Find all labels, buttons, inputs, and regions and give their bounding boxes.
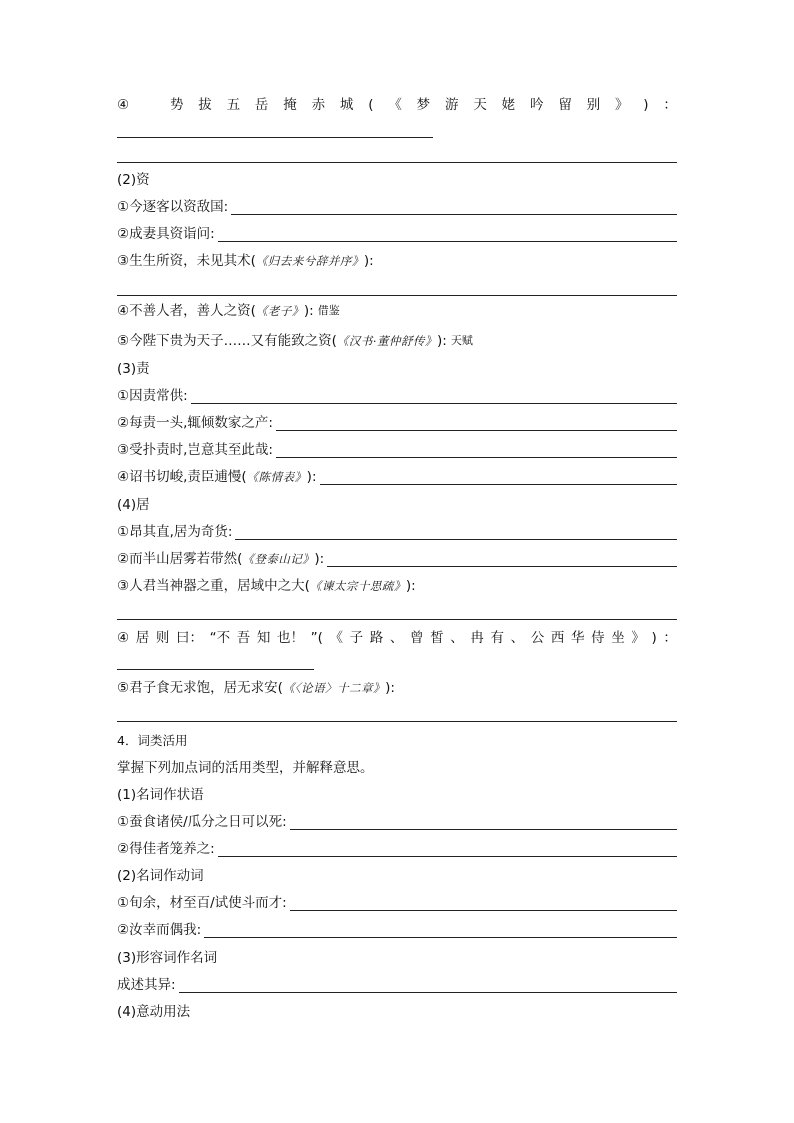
section-title-text: 4．词类活用 <box>117 733 188 748</box>
spread-char: 则 <box>155 630 170 646</box>
spread-char: “不 <box>209 630 231 646</box>
heading-text: (4)意动用法 <box>117 1004 191 1020</box>
question-ju-3 <box>117 578 677 594</box>
question-ze-1 <box>117 388 677 404</box>
spread-char: 子 <box>349 630 364 646</box>
heading-text: (3)责 <box>117 361 150 377</box>
question-text: ①蚕食诸侯/瓜分之日可以死: <box>117 814 287 830</box>
answer-text: 借鉴 <box>317 304 340 317</box>
spread-char: 天 <box>473 97 487 113</box>
spread-char: 《 <box>329 630 343 646</box>
heading-text: (4)居 <box>117 497 150 513</box>
spread-char: 吟 <box>529 97 544 113</box>
question-number: ④ <box>117 97 130 113</box>
heading-text: (3)形容词作名词 <box>117 950 218 966</box>
question-h2-2 <box>117 922 677 938</box>
question-end: ): <box>363 253 374 269</box>
answer-line[interactable] <box>191 391 677 404</box>
answer-line[interactable] <box>117 295 677 296</box>
answer-line[interactable] <box>320 472 678 485</box>
section-title <box>117 733 677 749</box>
question-zi-4 <box>117 303 677 319</box>
spread-char: 游 <box>445 97 459 113</box>
spread-char: ) <box>651 630 657 646</box>
question-text: ①今逐客以资敌国: <box>117 199 229 215</box>
spread-char: ”( <box>310 630 323 646</box>
question-ju-2 <box>117 551 677 567</box>
answer-line[interactable] <box>290 898 677 911</box>
source-title: 《老子》 <box>255 304 304 318</box>
question-text: ①因责常供: <box>117 388 188 404</box>
question-text: ②每责一头,辄倾数家之产: <box>117 415 273 431</box>
answer-line[interactable] <box>204 925 677 938</box>
answer-line[interactable] <box>290 817 677 830</box>
spread-char: 掩 <box>283 97 297 113</box>
spread-char: 侍 <box>591 630 605 646</box>
source-title: 《登泰山记》 <box>242 552 315 566</box>
source-title: 《谏太宗十思疏》 <box>309 579 406 593</box>
question-text: ②汝幸而偶我: <box>117 922 202 938</box>
answer-line[interactable] <box>117 619 677 620</box>
spread-char: 公 <box>530 630 545 646</box>
spread-char: ) <box>643 97 649 113</box>
spread-char: ： <box>663 630 677 646</box>
answer-line[interactable] <box>218 844 677 857</box>
spread-char: 势 <box>169 97 184 113</box>
heading-adj-noun <box>117 950 677 966</box>
source-title: 《陈情表》 <box>246 470 307 484</box>
spread-char: 皙 <box>430 630 444 646</box>
heading-text: (1)名词作状语 <box>117 787 204 803</box>
heading-zi <box>117 172 677 188</box>
question-text: ⑤君子食无求饱，居无求安( <box>117 680 283 696</box>
heading-noun-adverbial <box>117 787 677 803</box>
heading-text: (2)资 <box>117 172 150 188</box>
answer-text: 天赋 <box>450 334 473 347</box>
spread-char: 有 <box>490 630 504 646</box>
spread-char: 路 <box>369 630 384 646</box>
question-zi-5 <box>117 333 677 349</box>
question-text: ⑤今陛下贵为天子……又有能致之资( <box>117 333 337 349</box>
question-text: 成述其异: <box>117 977 176 993</box>
question-text: ④不善人者，善人之资( <box>117 303 256 319</box>
spread-char: 西 <box>550 630 565 646</box>
spread-char: 拔 <box>198 97 212 113</box>
spread-char: 五 <box>226 97 241 113</box>
spread-char: 冉 <box>470 630 484 646</box>
spread-char: 坐 <box>611 630 625 646</box>
spread-char: ： <box>663 97 677 113</box>
question-ze-3 <box>117 442 677 458</box>
answer-line[interactable] <box>117 669 314 670</box>
heading-noun-verb <box>117 868 677 884</box>
question-ju-4 <box>117 630 677 646</box>
spread-char: 居 <box>135 630 150 646</box>
answer-line[interactable] <box>235 527 677 540</box>
answer-line[interactable] <box>276 418 677 431</box>
spread-char: 曰： <box>175 630 203 646</box>
spread-char: ( <box>368 97 374 113</box>
question-end: ): <box>385 680 395 696</box>
question-zi-1 <box>117 199 677 215</box>
heading-putative <box>117 1004 677 1020</box>
spread-char: 别 <box>586 97 601 113</box>
source-title: 《〈论语〉十二章》 <box>282 681 386 695</box>
spread-char: 、 <box>510 630 525 646</box>
intro-text: 掌握下列加点词的活用类型，并解释意思。 <box>117 760 374 776</box>
question-text: ④诏书切峻,责臣逋慢( <box>117 469 247 485</box>
question-text: ①昂其直,居为奇货: <box>117 524 233 540</box>
question-zi-3 <box>117 253 677 269</box>
answer-line[interactable] <box>117 137 433 138</box>
question-text: ①旬余，材至百/试使斗而才: <box>117 895 287 911</box>
question-h3-1 <box>117 977 677 993</box>
question-end: ): <box>405 578 416 594</box>
question-text: ③生生所资，未见其术( <box>117 253 256 269</box>
question-text: ③人君当神器之重，居域中之大( <box>117 578 310 594</box>
heading-ze <box>117 361 677 377</box>
answer-line[interactable] <box>218 229 677 242</box>
spread-char: 姥 <box>501 97 516 113</box>
spread-char: 、 <box>450 630 464 646</box>
heading-ju <box>117 497 677 513</box>
spread-char: 赤 <box>311 97 326 113</box>
spread-char: 》 <box>614 97 629 113</box>
spread-char: 也！ <box>276 630 304 646</box>
spread-char: 梦 <box>416 97 431 113</box>
question-h1-1 <box>117 814 677 830</box>
question-zi-2 <box>117 226 677 242</box>
spread-char: 城 <box>339 97 354 113</box>
question-text: ②成妻具资诣问: <box>117 226 215 242</box>
spread-char: 华 <box>571 630 585 646</box>
answer-line[interactable] <box>179 980 677 993</box>
spread-char: 知 <box>256 630 271 646</box>
spread-char: ④ <box>117 630 130 646</box>
heading-text: (2)名词作动词 <box>117 868 204 884</box>
question-end: ): <box>437 333 447 349</box>
question-ju-5 <box>117 680 677 696</box>
question-h2-1 <box>117 895 677 911</box>
question-text: ②得佳者笼养之: <box>117 841 215 857</box>
question-end: ): <box>306 469 317 485</box>
answer-line[interactable] <box>276 445 677 458</box>
question-ze-2 <box>117 415 677 431</box>
source-title: 《汉书·董仲舒传》 <box>336 334 438 348</box>
question-text: ③受扑责时,岂意其至此哉: <box>117 442 273 458</box>
source-title: 《归去来兮辞并序》 <box>255 254 364 268</box>
question-text: ②而半山居雾若带然( <box>117 551 243 567</box>
spread-char: 》 <box>631 630 645 646</box>
question-h1-2 <box>117 841 677 857</box>
question-ze-4 <box>117 469 677 485</box>
spread-char: 曾 <box>410 630 424 646</box>
question-end: ): <box>303 303 314 319</box>
spread-char: 《 <box>388 97 402 113</box>
spread-char: 留 <box>558 97 572 113</box>
spread-char: 吾 <box>236 630 251 646</box>
question-shi-ba <box>117 97 677 113</box>
answer-line[interactable] <box>117 162 677 163</box>
spread-char: 、 <box>389 630 404 646</box>
answer-line[interactable] <box>117 721 677 722</box>
question-end: ): <box>314 551 325 567</box>
answer-line[interactable] <box>327 554 677 567</box>
question-ju-1 <box>117 524 677 540</box>
section-intro <box>117 760 677 776</box>
spread-char: 岳 <box>254 97 269 113</box>
answer-line[interactable] <box>231 202 677 215</box>
